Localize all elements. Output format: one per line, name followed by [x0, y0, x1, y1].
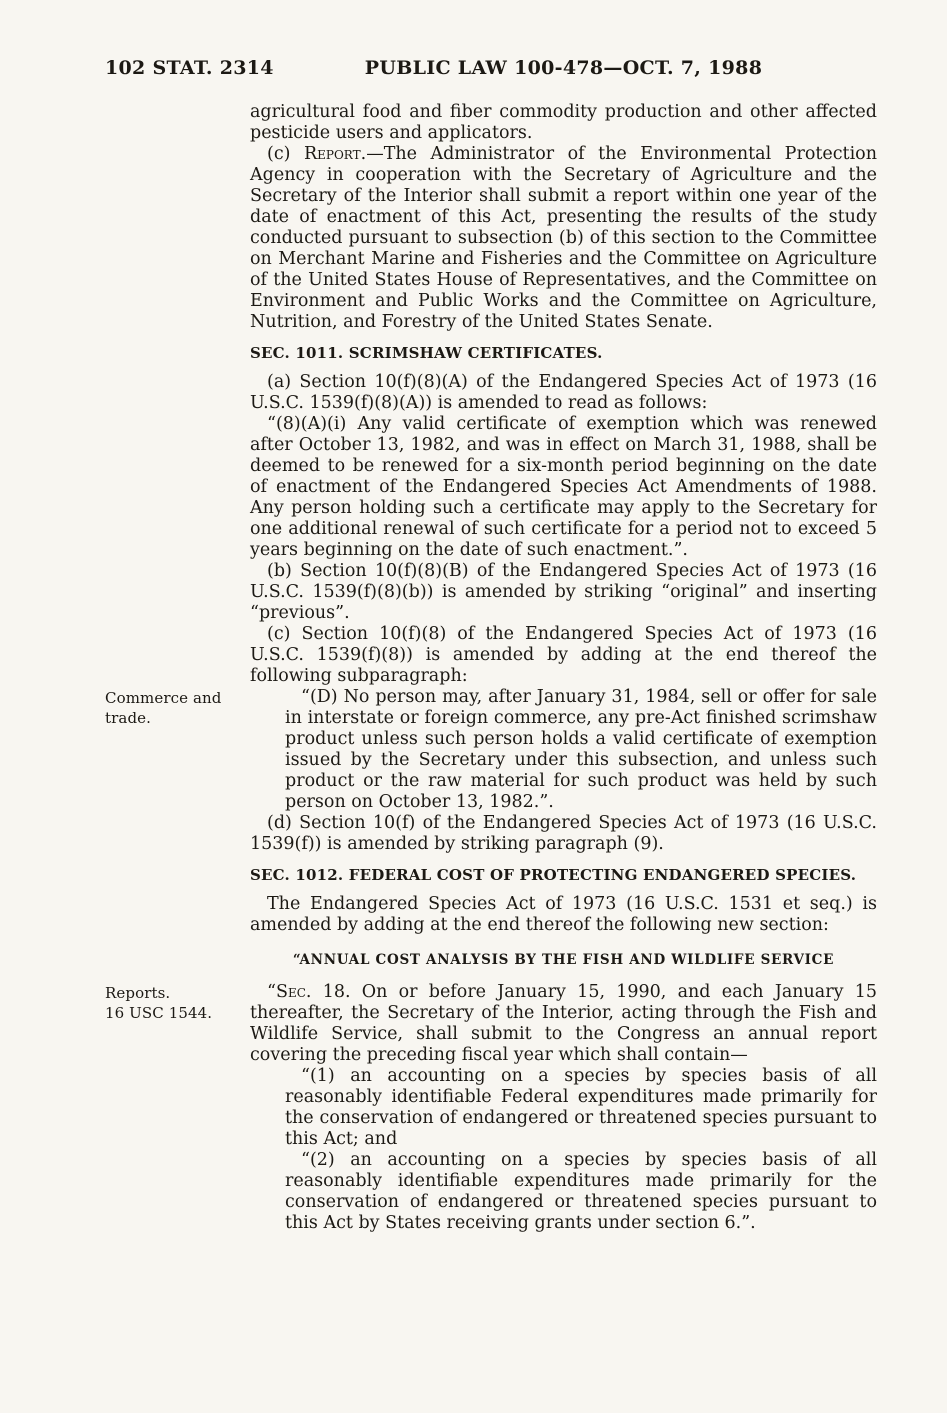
margin-note — [105, 984, 243, 1023]
section-heading-1012: SEC. 1012. FEDERAL COST OF PROTECTING ENDANGERED SPECIES. — [250, 866, 857, 884]
margin-note-line: trade. — [105, 708, 151, 727]
section-heading-1011: SEC. 1011. SCRIMSHAW CERTIFICATES. — [250, 344, 603, 362]
document-body — [105, 102, 877, 1234]
paragraph-continuation: agricultural food and fiber commodity production and other affected pesticide users and applicators. — [250, 102, 877, 143]
paragraph-c2: (c) Section 10(f)(8) of the Endangered Species Act of 1973 (16 U.S.C. 1539(f)(8)) is amended by adding at the end thereof the following subparagraph: — [250, 624, 877, 686]
paragraph-sec-18: “Sec. 18. On or before January 15, 1990, and each January 15 thereafter, the Secretary of the Interior, acting through the Fish and Wildlife Service, shall submit to the Congress an annual report covering the preceding fiscal year which shall contain— Reports. 16 USC 1544. — [105, 982, 877, 1065]
public-law-header: PUBLIC LAW 100-478—OCT. 7, 1988 — [364, 57, 763, 79]
stat-page-number: 102 STAT. 2314 — [105, 57, 274, 79]
subparagraph-D: “(D) No person may, after January 31, 1984, sell or offer for sale in interstate or foreign commerce, any pre-Act finished scrimshaw product unless such person holds a valid certificate of exemption issued by the Secretary under this subsection, and unless such product or the raw material for such product was held by such person on October 13, 1982.”. Commerce and trade. — [105, 687, 877, 812]
paragraph-d: (d) Section 10(f) of the Endangered Species Act of 1973 (16 U.S.C. 1539(f)) is amended by striking paragraph (9). — [250, 813, 877, 854]
margin-note-line: Commerce and — [105, 689, 222, 707]
subparagraph-1: “(1) an accounting on a species by species basis of all reasonably identifiable Federal expenditures made primarily for the conservation of endangered or threatened species pursuant to this Act; and — [285, 1066, 877, 1149]
margin-note-line: Reports. — [105, 984, 171, 1002]
paragraph-esa-amended: The Endangered Species Act of 1973 (16 U.S.C. 1531 et seq.) is amended by adding at the end thereof the following new section: — [250, 894, 877, 935]
subparagraph-2: “(2) an accounting on a species by species basis of all reasonably identifiable expenditures made primarily for the conservation of endangered or threatened species pursuant to this Act by States receiving grants under section 6.”. — [285, 1150, 877, 1233]
margin-note-line: 16 USC 1544. — [105, 1003, 213, 1022]
paragraph-b: (b) Section 10(f)(8)(B) of the Endangered Species Act of 1973 (16 U.S.C. 1539(f)(8)(b)) is amended by striking “original” and inserting “previous”. — [250, 561, 877, 623]
centered-heading-annual-cost: “ANNUAL COST ANALYSIS BY THE FISH AND WILDLIFE SERVICE — [292, 952, 835, 968]
paragraph-8Ai: “(8)(A)(i) Any valid certificate of exemption which was renewed after October 13, 1982, and was in effect on March 31, 1988, shall be deemed to be renewed for a six-month period beginning on the date of enactment of the Endangered Species Act Amendments of 1988. Any person holding such a certificate may apply to the Secretary for one additional renewal of such certificate for a period not to exceed 5 years beginning on the date of such enactment.”. — [250, 414, 877, 560]
paragraph-c-report: (c) Report.—The Administrator of the Environmental Protection Agency in cooperation with the Secretary of Agriculture and the Secretary of the Interior shall submit a report within one year of the date of enactment of this Act, presenting the results of the study conducted pursuant to subsection (b) of this section to the Committee on Merchant Marine and Fisheries and the Committee on Agriculture of the United States House of Representatives, and the Committee on Environment and Public Works and the Committee on Agriculture, Nutrition, and Forestry of the United States Senate. — [250, 144, 877, 332]
paragraph-a: (a) Section 10(f)(8)(A) of the Endangered Species Act of 1973 (16 U.S.C. 1539(f)(8)(A)) is amended to read as follows: — [250, 372, 877, 413]
margin-note — [105, 689, 243, 728]
